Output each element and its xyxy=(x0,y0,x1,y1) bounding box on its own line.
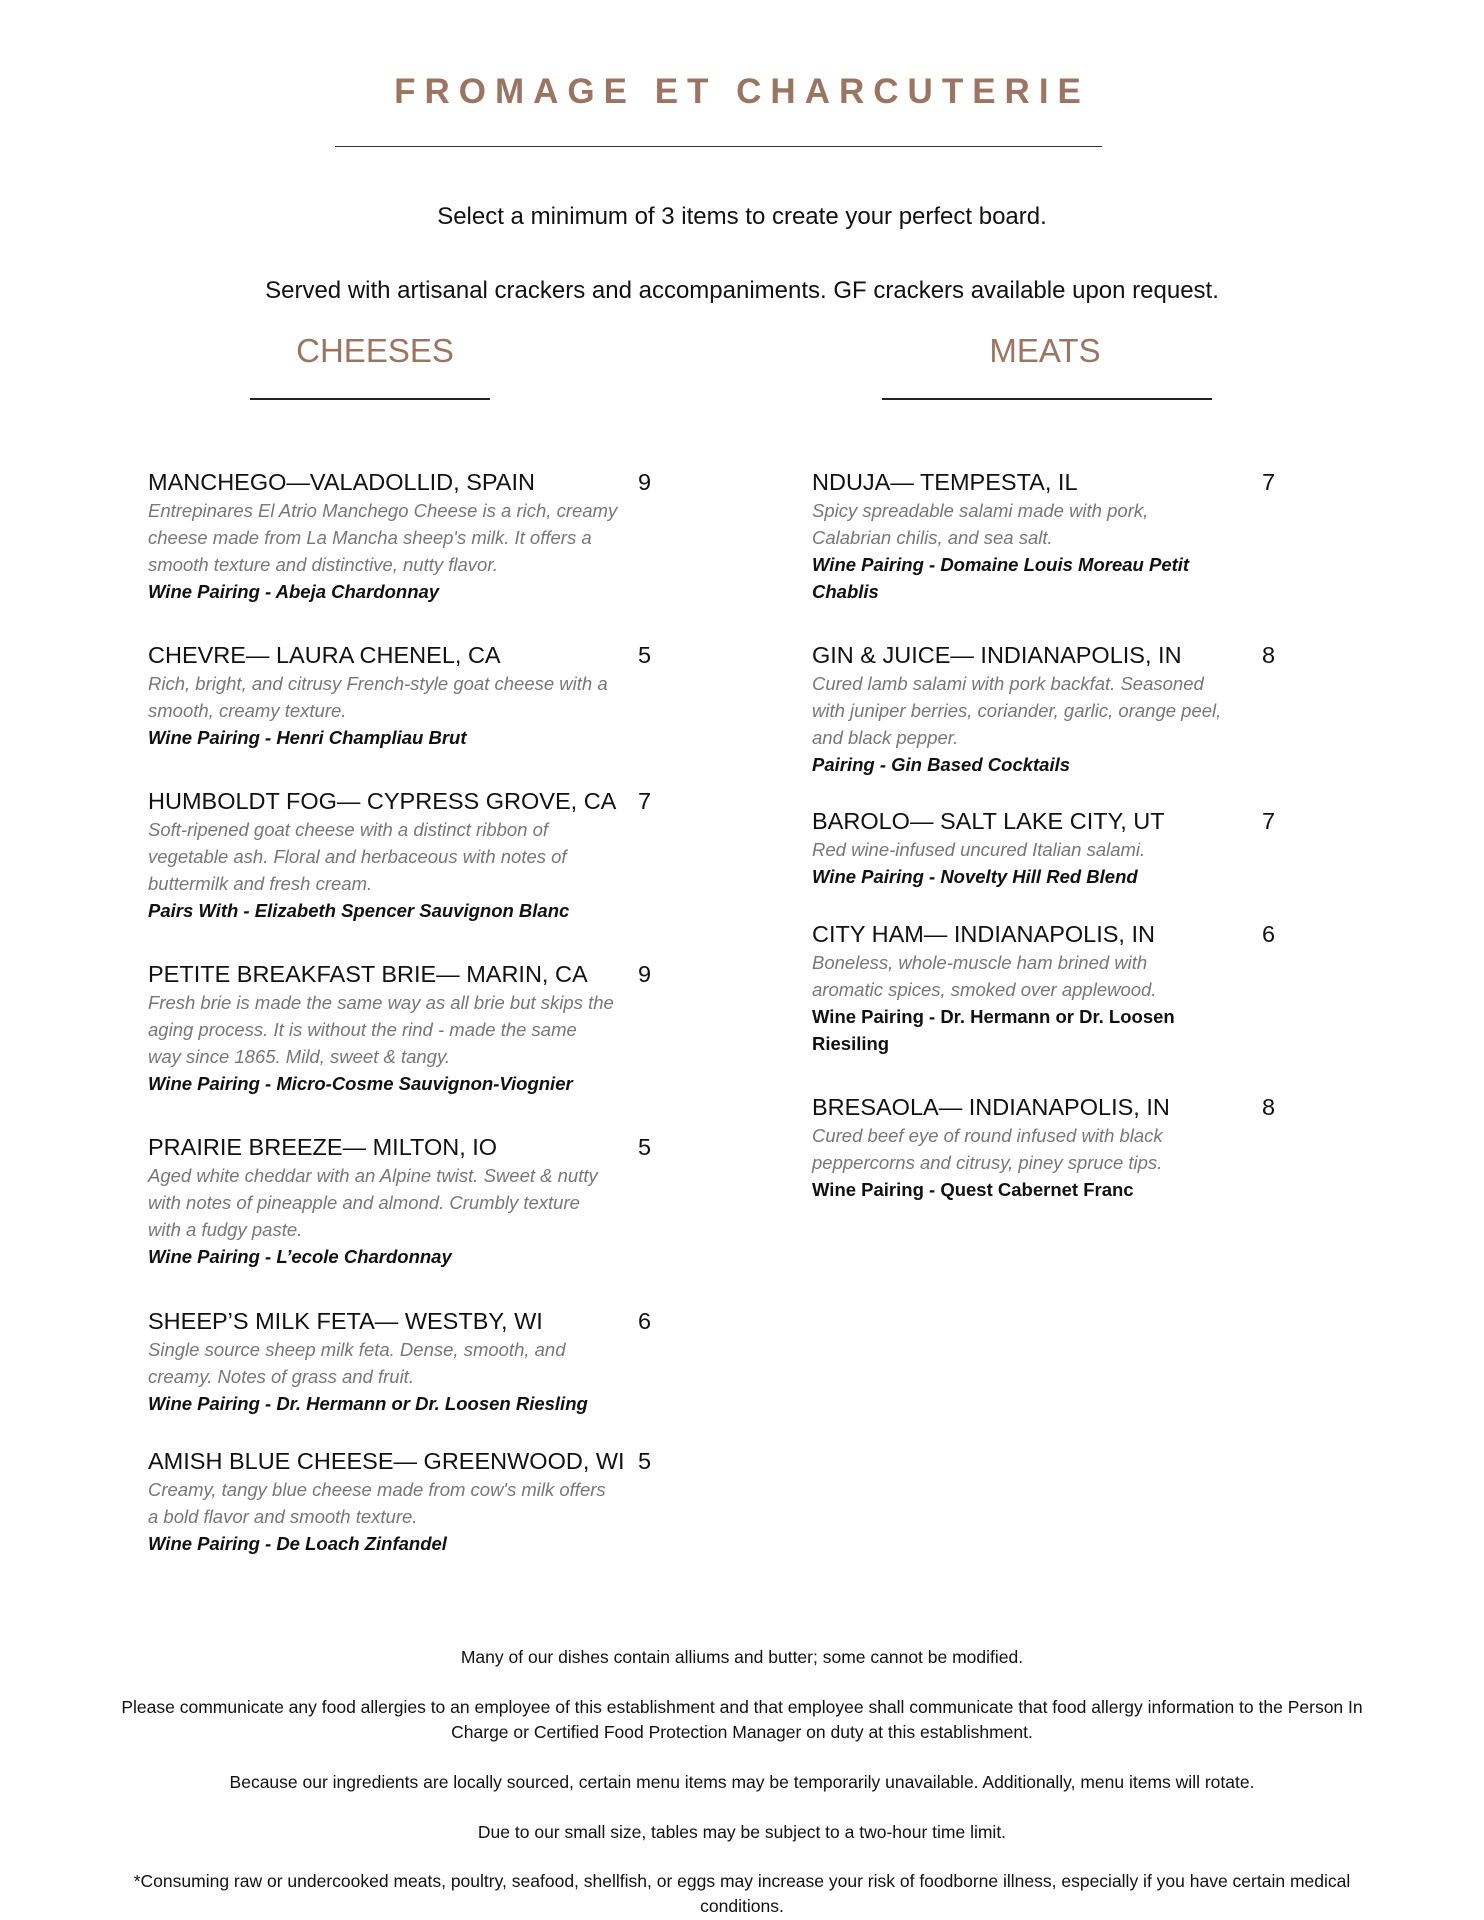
cheese-item-petite-breakfast-brie xyxy=(148,958,663,1097)
item-description: Boneless, whole-muscle ham brined with aromatic spices, smoked over applewood. xyxy=(812,952,1157,1000)
cheese-item-prairie-breeze xyxy=(148,1131,663,1270)
item-name: MANCHEGO—VALADOLLID, SPAIN xyxy=(148,469,535,495)
item-description: Cured lamb salami with pork backfat. Seasoned with juniper berries, coriander, garlic, orange peel, and black pepper. xyxy=(812,673,1222,748)
item-name: BRESAOLA— INDIANAPOLIS, IN xyxy=(812,1094,1170,1120)
item-pairing: Wine Pairing - Domaine Louis Moreau Petit Chablis xyxy=(812,554,1190,602)
item-name: CHEVRE— LAURA CHENEL, CA xyxy=(148,642,501,668)
item-description: Spicy spreadable salami made with pork, Calabrian chilis, and sea salt. xyxy=(812,500,1149,548)
meats-divider xyxy=(882,398,1212,400)
cheeses-divider xyxy=(250,398,490,400)
item-price: 5 xyxy=(638,1448,652,1474)
item-pairing: Wine Pairing - Micro-Cosme Sauvignon-Viognier xyxy=(148,1073,573,1094)
title-divider xyxy=(335,146,1102,147)
item-price: 9 xyxy=(638,961,652,987)
cheese-item-amish-blue xyxy=(148,1445,663,1557)
item-price: 5 xyxy=(638,642,652,668)
footer-alliums-note: Many of our dishes contain alliums and butter; some cannot be modified. xyxy=(460,1647,1024,1667)
meat-item-gin-and-juice xyxy=(812,639,1276,778)
item-pairing: Pairing - Gin Based Cocktails xyxy=(812,754,1071,775)
meat-item-nduja xyxy=(812,466,1276,605)
cheese-item-humboldt-fog xyxy=(148,785,663,924)
item-price: 8 xyxy=(1262,642,1276,668)
item-description: Single source sheep milk feta. Dense, smooth, and creamy. Notes of grass and fruit. xyxy=(148,1339,566,1387)
item-description: Aged white cheddar with an Alpine twist. Sweet & nutty with notes of pineapple and almond. Crumbly texture with a fudgy paste. xyxy=(148,1165,598,1240)
footer-allergy-note: Please communicate any food allergies to an employee of this establishment and that employee shall communicate that food allergy information to the Person In Charge or Certified Food Protection Manager on duty at this establishment. xyxy=(121,1697,1363,1742)
item-price: 5 xyxy=(638,1134,652,1160)
item-description: Rich, bright, and citrusy French-style goat cheese with a smooth, creamy texture. xyxy=(148,673,608,721)
item-name: PRAIRIE BREEZE— MILTON, IO xyxy=(148,1134,498,1160)
item-price: 6 xyxy=(638,1308,652,1334)
menu-title: FROMAGE ET CHARCUTERIE xyxy=(394,72,1090,111)
item-name: PETITE BREAKFAST BRIE— MARIN, CA xyxy=(148,961,588,987)
intro-minimum: Select a minimum of 3 items to create your perfect board. xyxy=(437,203,1047,230)
item-name: HUMBOLDT FOG— CYPRESS GROVE, CA xyxy=(148,788,617,814)
item-description: Fresh brie is made the same way as all brie but skips the aging process. It is without the rind - made the same way since 1865. Mild, sweet & tangy. xyxy=(148,992,614,1067)
item-description: Soft-ripened goat cheese with a distinct ribbon of vegetable ash. Floral and herbaceous with notes of buttermilk and fresh cream. xyxy=(148,819,567,894)
cheese-item-sheeps-milk-feta xyxy=(148,1305,663,1417)
item-pairing: Wine Pairing - Novelty Hill Red Blend xyxy=(812,866,1138,887)
cheese-item-chevre xyxy=(148,639,663,751)
intro-served-with: Served with artisanal crackers and accompaniments. GF crackers available upon request. xyxy=(265,277,1219,304)
item-pairing: Wine Pairing - De Loach Zinfandel xyxy=(148,1533,447,1554)
item-price: 9 xyxy=(638,469,652,495)
meat-item-barolo xyxy=(812,805,1276,890)
footer-raw-food-warning: *Consuming raw or undercooked meats, poultry, seafood, shellfish, or eggs may increase your risk of foodborne illness, especially if you have certain medical conditions. xyxy=(133,1871,1351,1916)
meats-heading: MEATS xyxy=(989,332,1101,369)
item-pairing: Pairs With - Elizabeth Spencer Sauvignon Blanc xyxy=(148,900,570,921)
item-price: 6 xyxy=(1262,921,1276,947)
meat-item-bresaola xyxy=(812,1091,1276,1203)
item-description: Creamy, tangy blue cheese made from cow's milk offers a bold flavor and smooth texture. xyxy=(148,1479,606,1527)
item-pairing: Wine Pairing - L’ecole Chardonnay xyxy=(148,1246,452,1267)
cheese-item-manchego xyxy=(148,466,663,605)
item-description: Red wine-infused uncured Italian salami. xyxy=(812,839,1146,860)
item-pairing: Wine Pairing - Dr. Hermann or Dr. Loosen Riesiling xyxy=(812,1006,1175,1054)
item-name: BAROLO— SALT LAKE CITY, UT xyxy=(812,808,1165,834)
item-name: CITY HAM— INDIANAPOLIS, IN xyxy=(812,921,1155,947)
item-description: Entrepinares El Atrio Manchego Cheese is a rich, creamy cheese made from La Mancha sheep's milk. It offers a smooth texture and distinctive, nutty flavor. xyxy=(148,500,618,575)
item-name: AMISH BLUE CHEESE— GREENWOOD, WI xyxy=(148,1448,625,1474)
item-pairing: Wine Pairing - Henri Champliau Brut xyxy=(148,727,467,748)
item-price: 7 xyxy=(1262,808,1276,834)
item-description: Cured beef eye of round infused with black peppercorns and citrusy, piney spruce tips. xyxy=(812,1125,1163,1173)
item-name: GIN & JUICE— INDIANAPOLIS, IN xyxy=(812,642,1182,668)
cheeses-heading: CHEESES xyxy=(296,332,454,369)
footer-time-limit-note: Due to our small size, tables may be subject to a two-hour time limit. xyxy=(477,1822,1007,1842)
item-pairing: Wine Pairing - Quest Cabernet Franc xyxy=(812,1179,1134,1200)
item-pairing: Wine Pairing - Dr. Hermann or Dr. Loosen Riesling xyxy=(148,1393,588,1414)
meat-item-city-ham xyxy=(812,918,1276,1057)
item-name: SHEEP’S MILK FETA— WESTBY, WI xyxy=(148,1308,543,1334)
item-pairing: Wine Pairing - Abeja Chardonnay xyxy=(148,581,440,602)
item-price: 8 xyxy=(1262,1094,1276,1120)
footer-availability-note: Because our ingredients are locally sourced, certain menu items may be temporarily unavailable. Additionally, menu items will rotate. xyxy=(229,1772,1255,1792)
item-name: NDUJA— TEMPESTA, IL xyxy=(812,469,1078,495)
item-price: 7 xyxy=(1262,469,1276,495)
item-price: 7 xyxy=(638,788,652,814)
